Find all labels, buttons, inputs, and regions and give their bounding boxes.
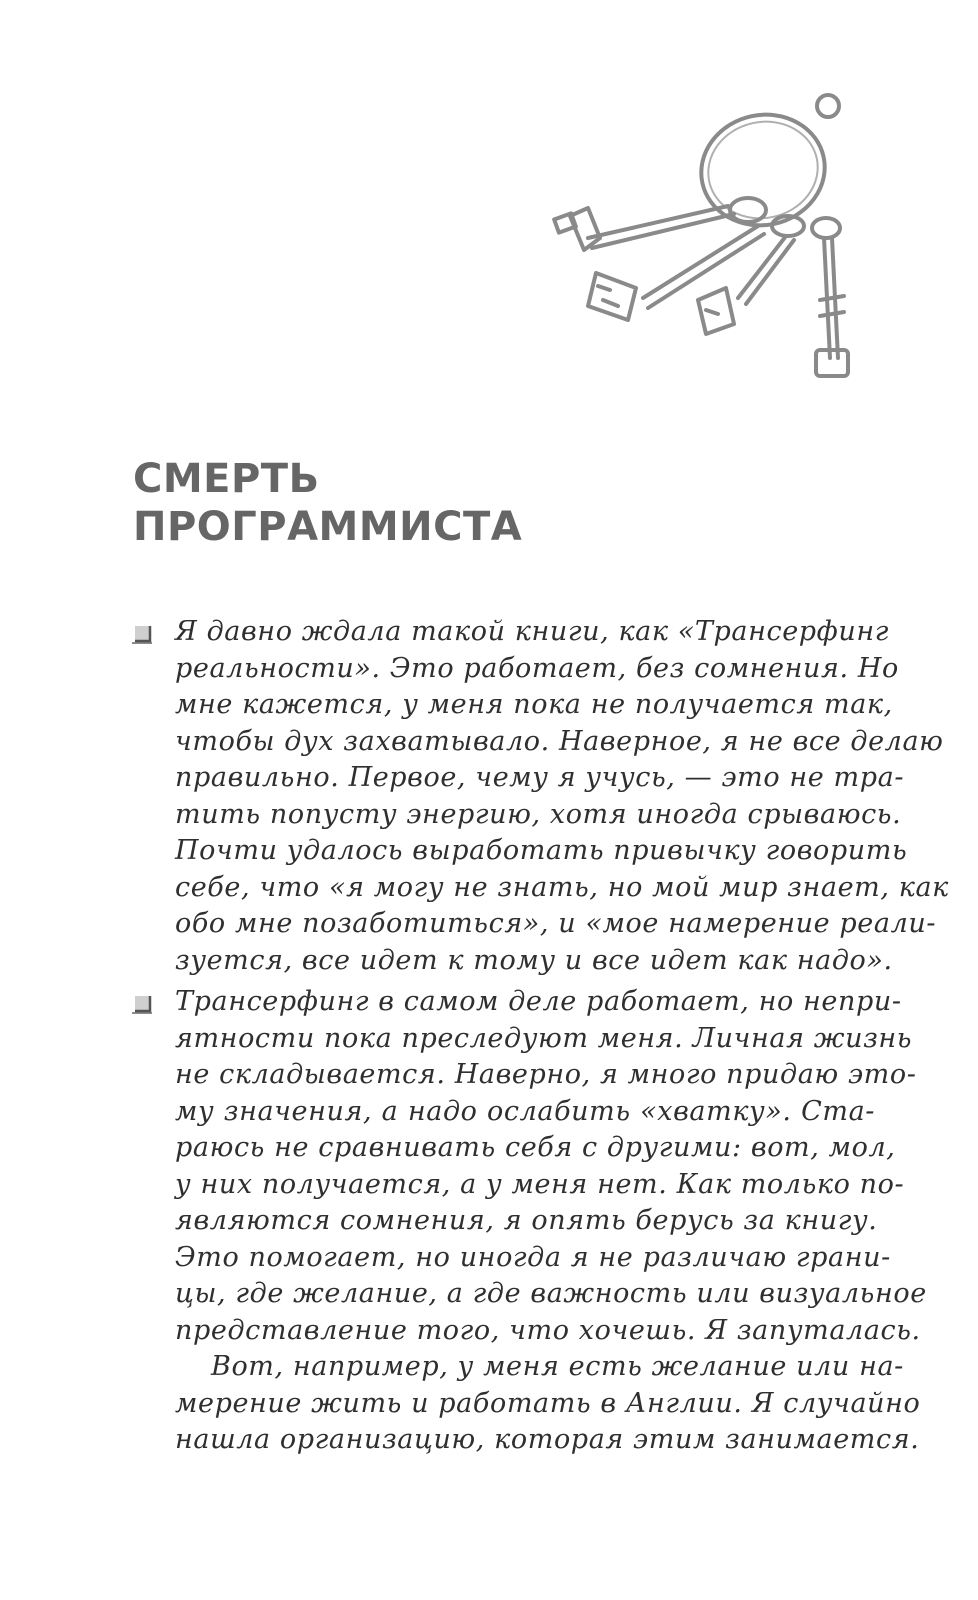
text-line: чтобы дух захватывало. Наверное, я не все делаю bbox=[175, 725, 944, 757]
reader-letter bbox=[175, 984, 927, 1459]
text-line: нашла организацию, которая этим занимается. bbox=[175, 1424, 920, 1455]
square-bullet-icon bbox=[131, 624, 153, 644]
text-line: тить попусту энергию, хотя иногда срываюсь. bbox=[175, 798, 902, 830]
chapter-title-line-1: СМЕРТЬ bbox=[133, 456, 320, 502]
text-line: представление того, что хочешь. Я запуталась. bbox=[175, 1314, 921, 1346]
text-line: Это помогает, но иногда я не различаю грани- bbox=[175, 1241, 891, 1273]
text-line: себе, что «я могу не знать, но мой мир знает, как bbox=[175, 871, 949, 903]
text-line: реальности». Это работает, без сомнения. Но bbox=[175, 652, 899, 684]
text-line: раюсь не сравнивать себя с другими: вот, мол, bbox=[175, 1132, 896, 1163]
text-line: цы, где желание, а где важность или визуальное bbox=[175, 1278, 927, 1309]
text-line: Вот, например, у меня есть желание или на- bbox=[211, 1351, 904, 1382]
text-line: у них получается, а у меня нет. Как только по- bbox=[175, 1168, 905, 1200]
text-line: Почти удалось выработать привычку говорить bbox=[175, 835, 908, 866]
text-line: являются сомнения, я опять берусь за книгу. bbox=[175, 1205, 878, 1236]
text-line: Трансерфинг в самом деле работает, но непри- bbox=[175, 986, 902, 1017]
letter-paragraph bbox=[175, 984, 927, 1459]
reader-letter bbox=[175, 614, 949, 979]
text-line: обо мне позаботиться», и «мое намерение реали- bbox=[175, 908, 937, 939]
chapter-title bbox=[133, 455, 522, 551]
text-line: правильно. Первое, чему я учусь, — это не тра- bbox=[175, 762, 905, 793]
text-line: мерение жить и работать в Англии. Я случайно bbox=[175, 1387, 921, 1419]
chapter-title-line-2: ПРОГРАММИСТА bbox=[133, 504, 523, 550]
text-line: му значения, а надо ослабить «хватку». Ста- bbox=[175, 1095, 875, 1127]
text-line: Я давно ждала такой книги, как «Трансерфинг bbox=[175, 616, 890, 647]
square-bullet-icon bbox=[131, 994, 153, 1014]
text-line: зуется, все идет к тому и все идет как надо». bbox=[175, 944, 893, 976]
text-line: ятности пока преследуют меня. Личная жизнь bbox=[175, 1022, 913, 1054]
keys-on-ring-icon bbox=[548, 88, 878, 398]
text-line: мне кажется, у меня пока не получается так, bbox=[175, 689, 893, 720]
text-line: не складывается. Наверно, я много придаю это- bbox=[175, 1059, 917, 1090]
letter-paragraph bbox=[175, 614, 949, 979]
